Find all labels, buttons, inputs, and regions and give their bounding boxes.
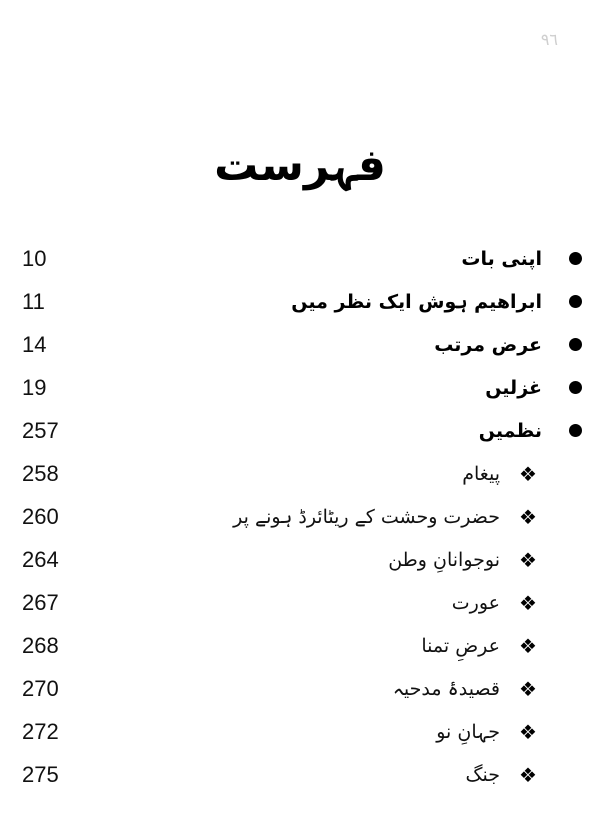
bullet-dot-icon — [569, 338, 582, 351]
diamond-bullet-icon: ❖ — [519, 462, 537, 486]
toc-main-item — [0, 327, 600, 363]
entry-title: عورت — [451, 592, 500, 614]
entry-title: قصیدۂ مدحیہ — [392, 678, 500, 700]
entry-title: نوجوانانِ وطن — [388, 549, 500, 571]
toc-sub-item — [0, 585, 600, 621]
page-number: 14 — [22, 332, 47, 357]
toc-sub-item — [0, 757, 600, 793]
toc-main-item — [0, 370, 600, 406]
page-number: 272 — [22, 719, 59, 744]
diamond-bullet-icon: ❖ — [519, 763, 537, 787]
entry-title: ابراھیم ہوش ایک نظر میں — [291, 291, 542, 313]
page-number: 19 — [22, 375, 47, 400]
entry-title: پیغام — [462, 463, 500, 485]
bullet-dot-icon — [569, 381, 582, 394]
diamond-bullet-icon: ❖ — [519, 677, 537, 701]
page-corner-number: ٩٦ — [540, 30, 558, 49]
diamond-bullet-icon: ❖ — [519, 720, 537, 744]
entry-title: عرضِ تمنا — [421, 635, 500, 657]
bullet-dot-icon — [569, 252, 582, 265]
page-number: 268 — [22, 633, 59, 658]
page-number: 10 — [22, 246, 47, 271]
toc-sub-item — [0, 628, 600, 664]
entry-title: نظمیں — [478, 420, 542, 442]
diamond-bullet-icon: ❖ — [519, 548, 537, 572]
toc-sub-item — [0, 499, 600, 535]
diamond-bullet-icon: ❖ — [519, 505, 537, 529]
entry-title: حضرت وحشت کے ریٹائرڈ ہونے پر — [233, 506, 500, 528]
page-number: 257 — [22, 418, 59, 443]
page-number: 267 — [22, 590, 59, 615]
entry-title: جنگ — [465, 764, 500, 786]
page-title: فہرست — [214, 140, 386, 191]
entry-title: اپنی بات — [461, 248, 542, 270]
bullet-dot-icon — [569, 424, 582, 437]
page-number: 260 — [22, 504, 59, 529]
page-number: 275 — [22, 762, 59, 787]
toc-main-item — [0, 284, 600, 320]
toc-main-item — [0, 413, 600, 449]
toc-sub-item — [0, 456, 600, 492]
diamond-bullet-icon: ❖ — [519, 634, 537, 658]
bullet-dot-icon — [569, 295, 582, 308]
entry-title: جہانِ نو — [436, 721, 500, 743]
page-number: 258 — [22, 461, 59, 486]
toc-sub-item — [0, 714, 600, 750]
toc-sub-item — [0, 671, 600, 707]
entry-title: عرض مرتب — [434, 334, 542, 356]
page-number: 264 — [22, 547, 59, 572]
page-number: 270 — [22, 676, 59, 701]
toc-main-item — [0, 241, 600, 277]
diamond-bullet-icon: ❖ — [519, 591, 537, 615]
toc-sub-item — [0, 542, 600, 578]
entry-title: غزلیں — [485, 377, 542, 399]
page-number: 11 — [22, 289, 45, 314]
